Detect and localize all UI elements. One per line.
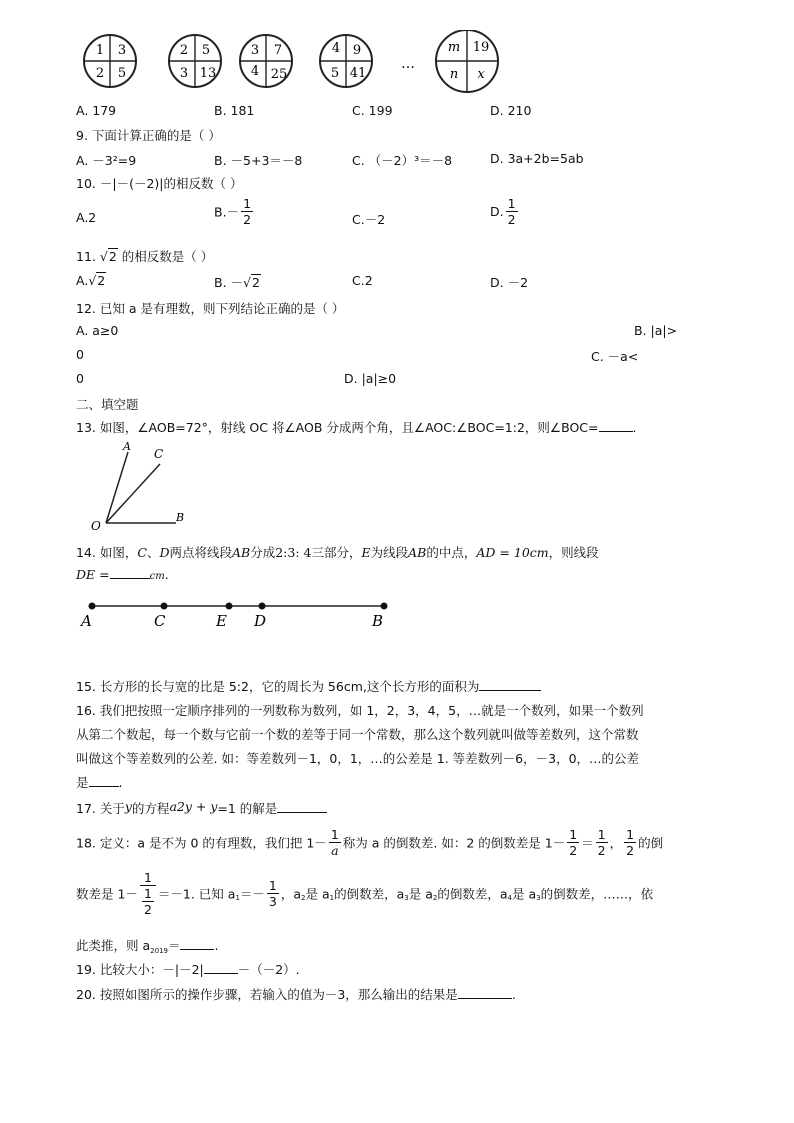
q13-label-c: C	[154, 447, 164, 461]
q8-option-b: B. 181	[214, 103, 255, 118]
q9-stem: 9. 下面计算正确的是（ ）	[76, 128, 221, 143]
q10-b-fraction	[241, 196, 253, 227]
q17-equation: a2y + y	[169, 799, 218, 814]
q20-end: .	[511, 987, 516, 1002]
q18-num-1: 1	[330, 827, 339, 842]
q8-option-c: C. 199	[352, 103, 393, 118]
q13-label-b: B	[176, 511, 185, 524]
q17-text-c: =1 的解是	[217, 801, 278, 816]
q12-option-b-tail: 0	[76, 347, 84, 362]
q18-sub-2a: 2	[301, 894, 306, 902]
q14-dot-d	[259, 603, 266, 610]
q18-text-2a: 数差是 1－	[76, 886, 138, 902]
q16-text-4: 是	[76, 775, 89, 790]
circle-2-bl: 3	[179, 66, 189, 81]
q19-stem	[76, 960, 300, 978]
q18-third-num: 1	[268, 878, 277, 893]
circle-4-tr: 9	[352, 43, 362, 58]
q20-stem	[76, 985, 516, 1003]
q18-half-1-den: 2	[569, 843, 578, 858]
q11-radicand: 2	[108, 249, 117, 264]
q19-text-a: 19. 比较大小：－|－2|	[76, 962, 204, 977]
q18-text-2e: 是 a	[305, 886, 330, 902]
q18-line-1	[76, 827, 663, 858]
q20-text-a: 20. 按照如图所示的操作步骤，若输入的值为－3，那么输出的结果是	[76, 987, 458, 1002]
q18-frac-half-1	[567, 827, 579, 858]
q18-text-2b: ＝－1. 已知 a	[157, 886, 236, 902]
q18-text-2i: 是 a	[512, 886, 537, 902]
q18-text-2j: 的倒数差，……，依	[540, 886, 654, 902]
q12-option-c-tail: 0	[76, 371, 84, 386]
q8-option-a: A. 179	[76, 103, 117, 118]
q18-line-3	[76, 936, 218, 955]
q11-sqrt: √2	[99, 249, 117, 264]
q18-sub-1: 1	[235, 894, 240, 902]
q18-half-1-num: 1	[569, 827, 578, 842]
q14-line-1	[76, 543, 599, 561]
q14-dot-a	[89, 603, 96, 610]
q18-eq-1: ＝	[581, 835, 594, 851]
q14-de-label: DE =	[76, 567, 110, 582]
q18-inner-den: 2	[143, 902, 152, 917]
q14-point-e: E	[361, 545, 371, 560]
circle-1-tr: 3	[117, 43, 127, 58]
q13-angle-figure	[88, 440, 198, 532]
q11-number: 11.	[76, 249, 96, 264]
q18-answer-blank[interactable]	[180, 949, 214, 950]
q18-frac-third	[267, 878, 279, 909]
q9-option-d: D. 3a+2b=5ab	[490, 151, 584, 166]
q18-sub-2019: 2019	[150, 947, 168, 955]
q12-stem: 12. 已知 a 是有理数，则下列结论正确的是（ ）	[76, 301, 345, 316]
q13-end: .	[632, 420, 637, 435]
q12-option-a: A. a≥0	[76, 323, 119, 338]
q15-answer-blank[interactable]	[479, 690, 541, 691]
q9-option-a: A. －3²=9	[76, 153, 137, 168]
q19-text-b: －（－2）.	[237, 962, 300, 977]
q16-line-4	[76, 773, 123, 791]
q11-option-d: D. －2	[490, 275, 529, 290]
circle-4-br: 41	[349, 66, 367, 81]
q12-option-c: C. －a<	[591, 349, 639, 364]
q18-half-2-den: 2	[597, 843, 606, 858]
q18-comma: ，	[609, 835, 623, 851]
q11-a-sqrt: √2	[88, 273, 106, 288]
circle-1-br: 5	[117, 66, 127, 81]
q10-b-denominator: 2	[243, 212, 252, 227]
q18-sub-1b: 1	[329, 894, 335, 902]
q18-half-2-num: 1	[597, 827, 606, 842]
q13-text: 13. 如图，∠AOB=72°，射线 OC 将∠AOB 分成两个角，且∠AOC:∠BOC=1:2，则∠BOC=	[76, 420, 599, 435]
q14-ad-value: AD = 10cm	[476, 545, 549, 560]
q11-a-radicand: 2	[97, 273, 106, 288]
q11-b-radicand: 2	[252, 275, 260, 290]
q10-option-c: C.－2	[352, 212, 386, 227]
q14-segment-ab-2: AB	[408, 545, 427, 560]
q19-answer-blank[interactable]	[204, 973, 238, 974]
q16-line-3: 叫做这个等差数列的公差. 如：等差数列－1，0，1，…的公差是 1. 等差数列－6，－3，0，…的公差	[76, 751, 640, 766]
q10-d-fraction	[506, 196, 518, 227]
q14-text-a: 14. 如图，	[76, 545, 138, 560]
q17-text-b: 的方程	[131, 801, 170, 816]
q15-text: 15. 长方形的长与宽的比是 5:2，它的周长为 56cm,这个长方形的面积为	[76, 679, 480, 694]
q10-option-b	[214, 196, 255, 227]
q9-option-b: B. －5+3＝－8	[214, 153, 303, 168]
pattern-ellipsis: …	[401, 56, 415, 72]
q11-option-c: C.2	[352, 273, 373, 288]
q14-fig-label-c: C	[154, 612, 166, 630]
q17-var-y: y	[124, 799, 132, 814]
circle-5-tl: m	[447, 40, 461, 55]
q14-answer-blank[interactable]	[110, 578, 150, 579]
q14-fig-label-d: D	[254, 612, 267, 630]
pattern-circle-3	[240, 35, 292, 87]
q18-inner-num: 1	[143, 886, 152, 901]
q18-text-a: 18. 定义：a 是不为 0 的有理数，我们把 1－	[76, 835, 327, 851]
circle-1-tl: 1	[95, 43, 105, 58]
circle-4-bl: 5	[330, 66, 340, 81]
circle-3-br: 25	[270, 67, 288, 82]
q10-option-d	[490, 196, 520, 227]
q18-complex-num: 1	[140, 870, 156, 886]
q14-text-g: ，则线段	[548, 545, 599, 560]
q13-label-a: A	[123, 440, 131, 453]
circle-3-tr: 7	[273, 43, 283, 58]
q16-line-1: 16. 我们把按照一定顺序排列的一列数称为数列，如 1，2，3，4，5，…就是一个数列，如果一个数列	[76, 703, 644, 718]
q10-b-numerator: 1	[243, 196, 252, 211]
q14-end: .	[164, 567, 169, 582]
q14-fig-label-b: B	[372, 612, 384, 630]
q18-text-2c: ＝－	[239, 886, 265, 902]
circle-5-bl: n	[449, 67, 459, 82]
q11-option-a	[76, 273, 106, 288]
q16-answer-blank[interactable]	[89, 786, 119, 787]
section-heading: 二、填空题	[76, 397, 139, 412]
q18-frac-half-3	[624, 827, 636, 858]
q10-b-prefix: B.－	[214, 204, 240, 220]
q14-point-c: C	[137, 545, 147, 560]
q18-text-2d: ，a	[280, 886, 302, 902]
q14-dot-e	[226, 603, 233, 610]
q17-text-a: 17. 关于	[76, 801, 125, 816]
q18-sub-3b: 3	[536, 894, 541, 902]
circle-2-tl: 2	[179, 43, 189, 58]
q18-text-b: 称为 a 的倒数差. 如：2 的倒数差是 1－	[342, 835, 566, 851]
circle-2-br: 13	[199, 66, 217, 81]
q18-sub-2b: 2	[432, 894, 438, 902]
q18-half-3-den: 2	[626, 843, 635, 858]
q14-fig-label-e: E	[216, 612, 227, 630]
circle-3-bl: 4	[250, 64, 260, 79]
pattern-circle-4	[320, 35, 372, 87]
q16-end: .	[118, 775, 123, 790]
q14-line-2	[76, 567, 169, 582]
q18-frac-half-2	[596, 827, 608, 858]
q10-d-prefix: D.	[490, 204, 504, 219]
q18-third-den: 3	[268, 894, 277, 909]
q17-answer-blank[interactable]	[277, 812, 327, 813]
q18-inner-fraction	[142, 886, 154, 917]
q18-text-2f: 的倒数差，a	[334, 886, 405, 902]
q14-text-d: 三部分，	[311, 545, 362, 560]
q13-stem	[76, 418, 637, 436]
q10-option-a: A.2	[76, 210, 97, 225]
q18-half-3-num: 1	[626, 827, 635, 842]
q18-complex-fraction	[140, 870, 156, 917]
q18-text-3b: ＝	[167, 938, 181, 953]
q15-stem	[76, 677, 541, 695]
circle-4-tl: 4	[331, 41, 341, 56]
pattern-circle-5	[436, 30, 498, 92]
q11-a-prefix: A.	[76, 273, 89, 288]
q13-label-o: O	[91, 519, 101, 532]
pattern-circle-1	[84, 35, 136, 87]
q14-fig-label-a: A	[81, 612, 92, 630]
pattern-circle-2	[169, 35, 221, 87]
q18-sub-3a: 3	[404, 894, 409, 902]
q11-b-sqrt: √2	[243, 275, 260, 290]
circle-1-bl: 2	[95, 66, 105, 81]
q8-option-d: D. 210	[490, 103, 532, 118]
q14-text-c: 分成	[250, 545, 276, 560]
q12-option-d: D. |a|≥0	[344, 371, 397, 386]
q14-text-b: 两点将线段	[169, 545, 232, 560]
q18-sub-4: 4	[507, 894, 513, 902]
q14-dot-b	[381, 603, 388, 610]
q18-end: .	[214, 938, 219, 953]
circle-3-tl: 3	[250, 43, 260, 58]
q10-d-numerator: 1	[507, 196, 516, 211]
q18-text-2g: 是 a	[408, 886, 433, 902]
q18-text-2h: 的倒数差，a	[437, 886, 508, 902]
q18-text-c: 的倒	[638, 835, 664, 851]
q10-stem: 10. －|－(－2)|的相反数（ ）	[76, 176, 243, 191]
q18-complex-den	[140, 886, 156, 917]
q14-unit: cm	[149, 571, 165, 582]
q13-answer-blank[interactable]	[599, 431, 633, 432]
q14-text-e: 为线段	[370, 545, 409, 560]
q20-answer-blank[interactable]	[458, 998, 512, 999]
q12-option-b: B. |a|>	[634, 323, 678, 338]
q11-option-b	[214, 273, 261, 291]
circle-5-br: x	[477, 67, 485, 82]
q11-b-prefix: B. －	[214, 275, 244, 290]
q14-ratio: 2:3: 4	[275, 545, 312, 560]
q11-stem-tail: 的相反数是（ ）	[121, 249, 214, 264]
q14-segment-ab: AB	[232, 545, 251, 560]
q18-frac-1-over-a	[329, 827, 341, 858]
q14-dot-c	[161, 603, 168, 610]
q14-text-f: 的中点，	[426, 545, 477, 560]
q10-d-denominator: 2	[507, 212, 516, 227]
q18-line-2	[76, 870, 653, 917]
q18-text-3a: 此类推，则 a	[76, 938, 151, 953]
circle-5-tr: 19	[472, 40, 490, 55]
circle-2-tr: 5	[201, 43, 211, 58]
circle-pattern-figure	[70, 30, 510, 94]
q9-option-c: C. （－2）³＝－8	[352, 153, 453, 168]
q17-stem	[76, 799, 327, 817]
q18-den-a: a	[331, 843, 339, 858]
q16-line-2: 从第二个数起，每一个数与它前一个数的差等于同一个常数，那么这个数列就叫做等差数列，这个常数	[76, 727, 639, 742]
q11-stem	[76, 247, 213, 265]
q14-segment-figure	[78, 596, 398, 632]
q14-sep: 、	[146, 545, 160, 560]
q14-point-d: D	[159, 545, 170, 560]
